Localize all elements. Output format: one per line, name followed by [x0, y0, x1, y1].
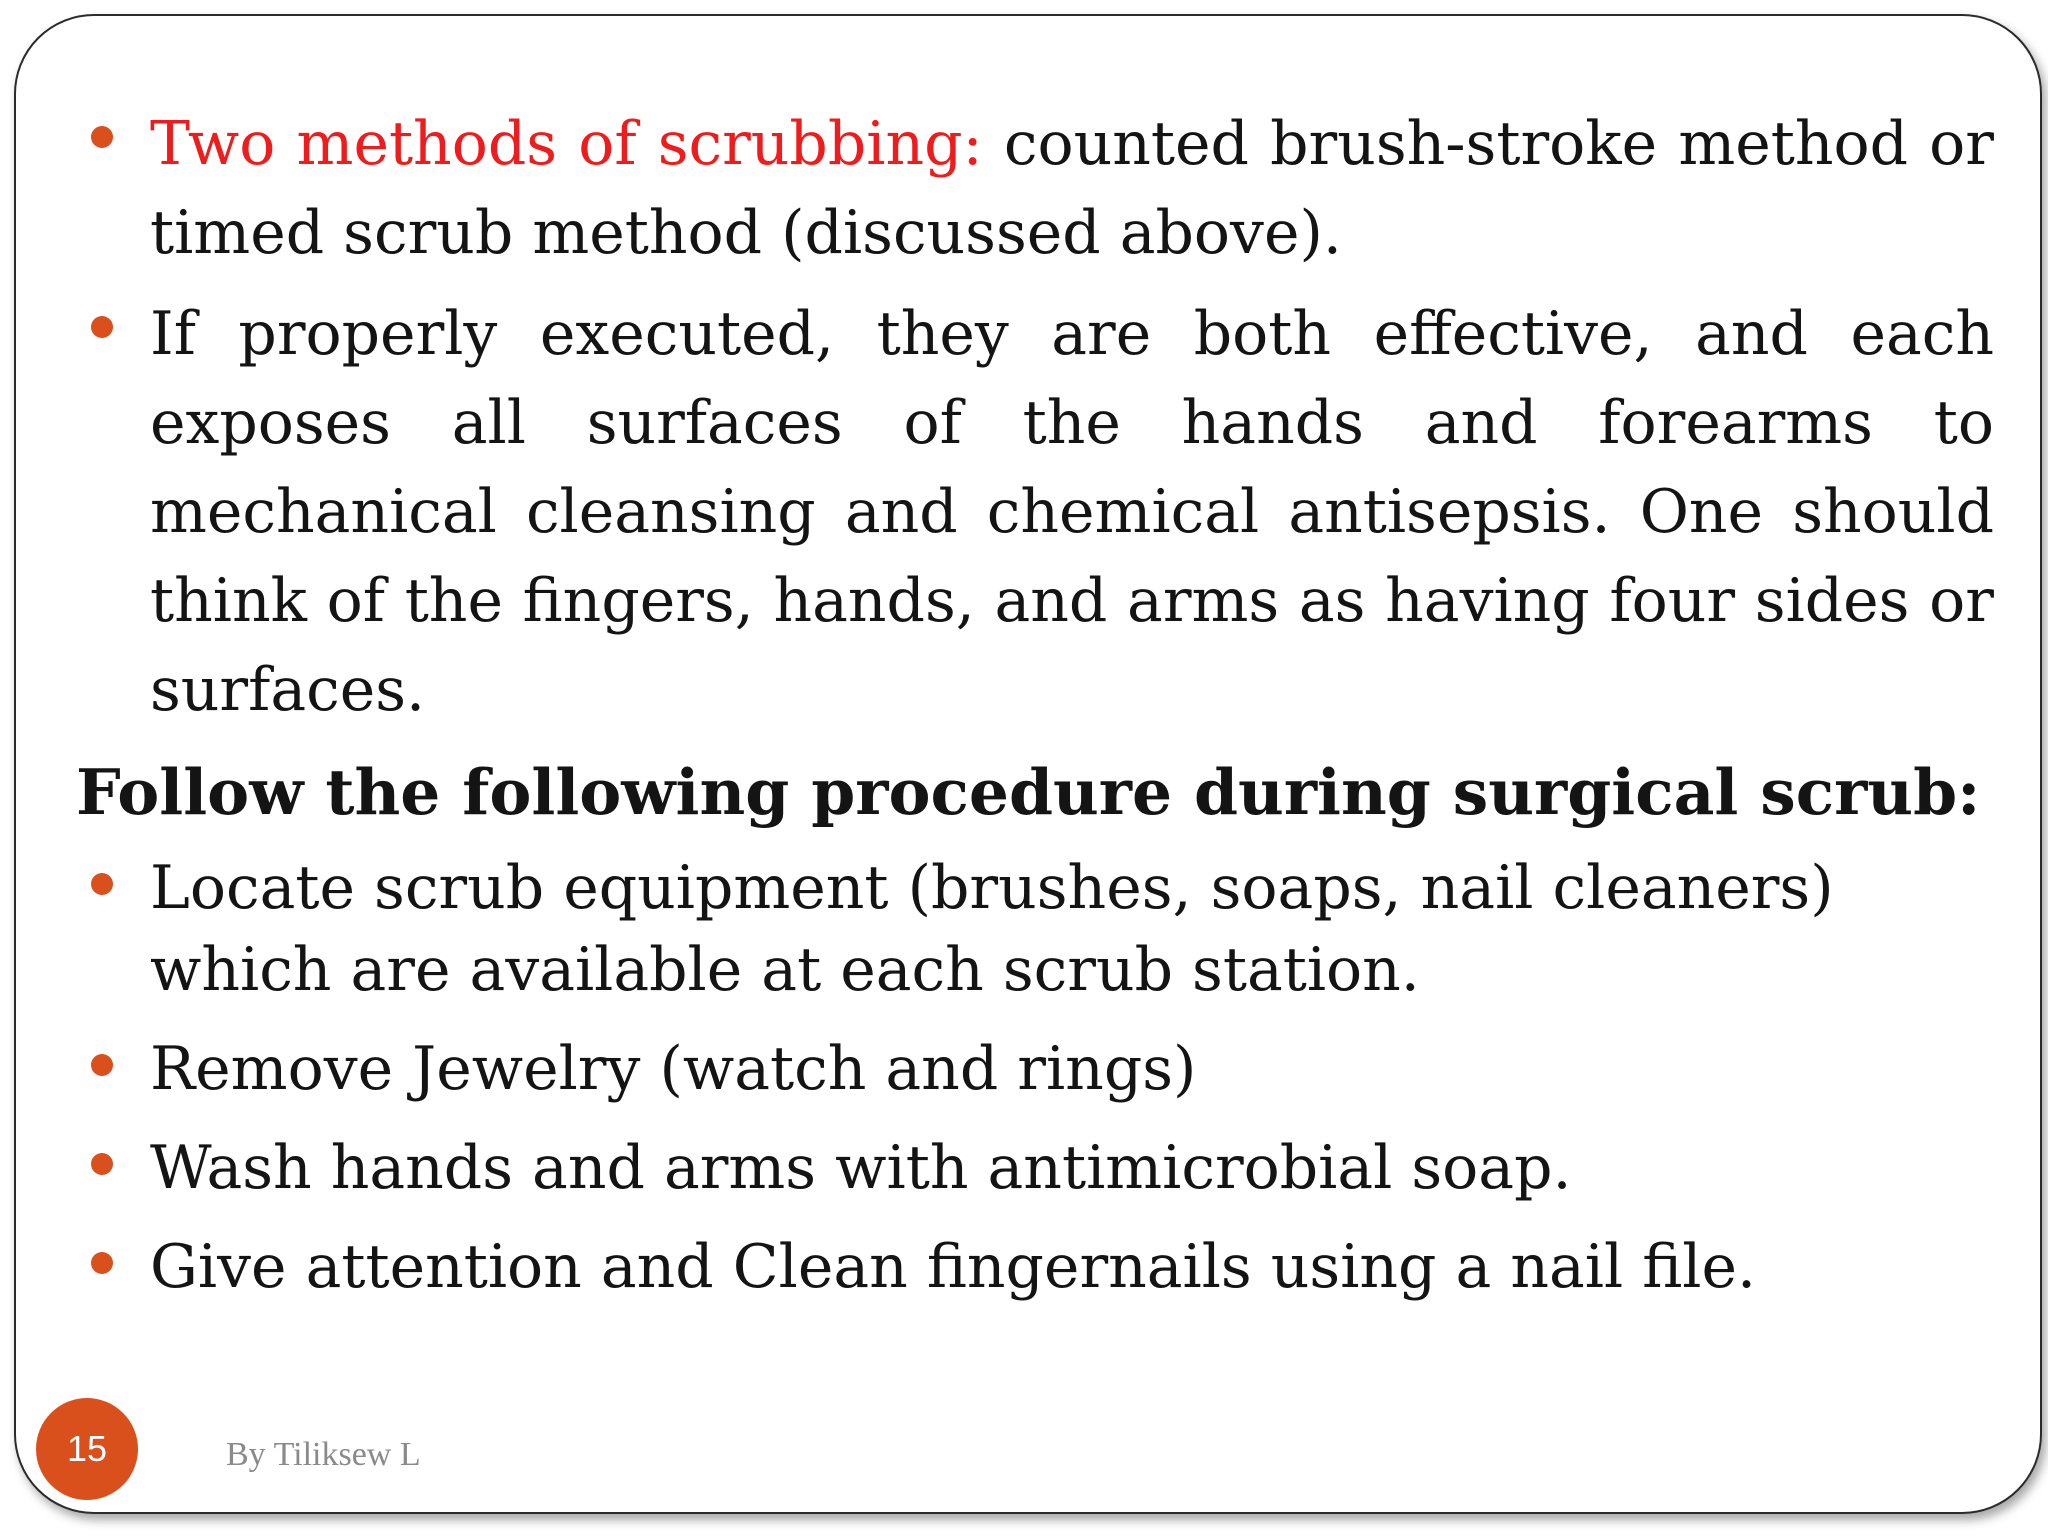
bullet-dot-icon: [91, 1252, 113, 1274]
page-number-badge: 15: [36, 1398, 138, 1500]
bullet-dot-icon: [91, 1054, 113, 1076]
bullet-dot-icon: [91, 873, 113, 895]
bullet-dot-icon: [91, 1153, 113, 1175]
bullet-dot-icon: [91, 316, 113, 338]
slide: [14, 14, 2042, 1514]
author-credit: By Tiliksew L: [226, 1436, 421, 1473]
procedure-heading: Follow the following procedure during surgical scrub:: [76, 755, 1981, 829]
bullet-text: Remove Jewelry (watch and rings): [150, 1034, 1197, 1104]
bullet-wash-hands: [76, 1127, 1994, 1209]
highlight-text: Two methods of scrubbing:: [150, 109, 983, 179]
bullet-text: If properly executed, they are both effective, and each exposes all surfaces of the hands and forearms to mechanical cleansing and chemical antisepsis. One should think of the fingers, hands, and arms as having four sides or surfaces.: [150, 299, 1994, 725]
bullet-scrubbing-methods: [76, 100, 1994, 278]
bullet-effectiveness: [76, 290, 1994, 735]
slide-content: [76, 100, 1994, 1325]
bullet-text: Locate scrub equipment (brushes, soaps, nail cleaners) which are available at each scrub station.: [150, 853, 1834, 1005]
bullet-clean-fingernails: [76, 1226, 1994, 1308]
bullet-text: counted brush-stroke method or timed scrub method (discussed above).: [150, 109, 1994, 268]
bullet-locate-equipment: [76, 847, 1994, 1011]
bullet-remove-jewelry: [76, 1028, 1994, 1110]
bullet-dot-icon: [91, 126, 113, 148]
bullet-text: Give attention and Clean fingernails using a nail file.: [150, 1232, 1757, 1302]
bullet-text: Wash hands and arms with antimicrobial soap.: [150, 1133, 1572, 1203]
